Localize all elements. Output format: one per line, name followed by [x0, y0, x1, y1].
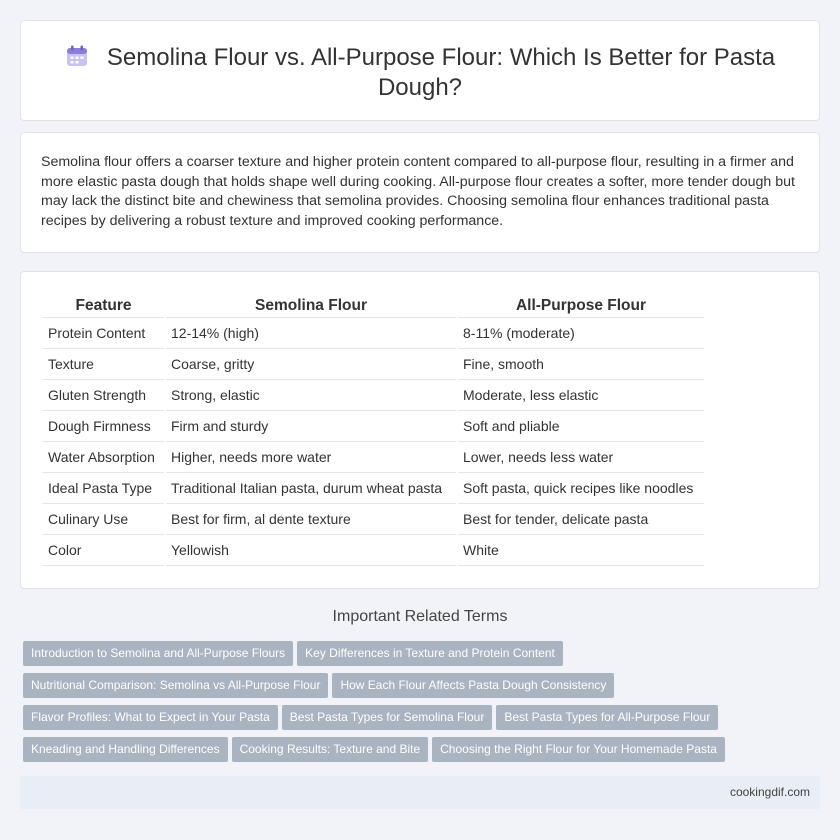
semolina-cell: Higher, needs more water: [166, 442, 456, 473]
table-row: [43, 535, 704, 566]
related-term-tag[interactable]: Flavor Profiles: What to Expect in Your Pasta: [23, 705, 278, 730]
table-row: [43, 411, 704, 442]
related-term-tag[interactable]: Key Differences in Texture and Protein Content: [297, 641, 563, 666]
related-term-tag[interactable]: Introduction to Semolina and All-Purpose Flours: [23, 641, 293, 666]
feature-cell: Gluten Strength: [43, 380, 164, 411]
footer-site-link[interactable]: cookingdif.com: [729, 785, 810, 799]
all-purpose-cell: Lower, needs less water: [458, 442, 704, 473]
comparison-table: [41, 294, 706, 566]
related-term-tag[interactable]: Kneading and Handling Differences: [23, 737, 228, 762]
table-header-row: [43, 294, 704, 318]
all-purpose-cell: Soft and pliable: [458, 411, 704, 442]
all-purpose-cell: Soft pasta, quick recipes like noodles: [458, 473, 704, 504]
feature-cell: Water Absorption: [43, 442, 164, 473]
header-feature: Feature: [43, 294, 164, 318]
feature-cell: Protein Content: [43, 318, 164, 349]
feature-cell: Texture: [43, 349, 164, 380]
feature-cell: Ideal Pasta Type: [43, 473, 164, 504]
semolina-cell: 12-14% (high): [166, 318, 456, 349]
intro-paragraph: Semolina flour offers a coarser texture and higher protein content compared to all-purpose flour, resulting in a firmer and more elastic pasta dough that holds shape well during cooking. All-purpose flour creates a softer, more tender dough but may lack the distinct bite and chewiness that semolina provides. Choosing semolina flour enhances traditional pasta recipes by delivering a robust texture and improved cooking performance.: [41, 154, 795, 230]
feature-cell: Culinary Use: [43, 504, 164, 535]
semolina-cell: Firm and sturdy: [166, 411, 456, 442]
related-term-tag[interactable]: Nutritional Comparison: Semolina vs All-Purpose Flour: [23, 673, 328, 698]
calendar-icon: [65, 44, 89, 68]
tag-row: [23, 673, 823, 705]
related-term-tag[interactable]: Best Pasta Types for All-Purpose Flour: [496, 705, 718, 730]
table-row: [43, 318, 704, 349]
table-row: [43, 473, 704, 504]
header-semolina: Semolina Flour: [166, 294, 456, 318]
related-term-tag[interactable]: How Each Flour Affects Pasta Dough Consistency: [332, 673, 614, 698]
all-purpose-cell: White: [458, 535, 704, 566]
intro-card: [20, 132, 820, 253]
feature-cell: Dough Firmness: [43, 411, 164, 442]
footer-bar: [20, 776, 820, 809]
tag-row: [23, 705, 823, 737]
semolina-cell: Coarse, gritty: [166, 349, 456, 380]
all-purpose-cell: Fine, smooth: [458, 349, 704, 380]
semolina-cell: Traditional Italian pasta, durum wheat pasta: [166, 473, 456, 504]
comparison-table-card: [20, 271, 820, 589]
semolina-cell: Strong, elastic: [166, 380, 456, 411]
all-purpose-cell: Moderate, less elastic: [458, 380, 704, 411]
all-purpose-cell: 8-11% (moderate): [458, 318, 704, 349]
related-terms-heading: Important Related Terms: [332, 608, 508, 625]
related-terms-tags: [23, 641, 823, 769]
header-card: [20, 20, 820, 121]
table-row: [43, 349, 704, 380]
tag-row: [23, 737, 823, 769]
page-title: Semolina Flour vs. All-Purpose Flour: Which Is Better for Pasta Dough?: [106, 44, 776, 101]
semolina-cell: Yellowish: [166, 535, 456, 566]
all-purpose-cell: Best for tender, delicate pasta: [458, 504, 704, 535]
related-term-tag[interactable]: Choosing the Right Flour for Your Homemade Pasta: [432, 737, 725, 762]
semolina-cell: Best for firm, al dente texture: [166, 504, 456, 535]
table-row: [43, 380, 704, 411]
related-term-tag[interactable]: Cooking Results: Texture and Bite: [232, 737, 429, 762]
table-row: [43, 504, 704, 535]
related-term-tag[interactable]: Best Pasta Types for Semolina Flour: [282, 705, 493, 730]
tag-row: [23, 641, 823, 673]
page-title-row: [21, 43, 819, 103]
header-all-purpose: All-Purpose Flour: [458, 294, 704, 318]
table-row: [43, 442, 704, 473]
feature-cell: Color: [43, 535, 164, 566]
